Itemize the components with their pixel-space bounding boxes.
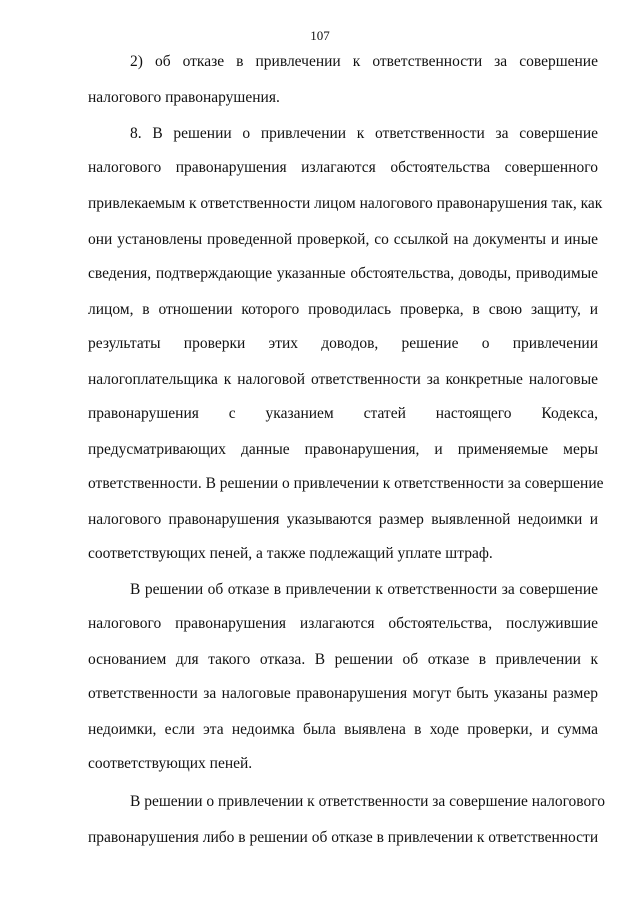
text-line: основанием для такого отказа. В решении об отказе в привлечении к: [88, 651, 598, 668]
text-line: В решении о привлечении к ответственности за совершение налогового: [130, 793, 605, 810]
text-line: ответственности за налоговые правонарушения могут быть указаны размер: [88, 685, 598, 702]
text-line: налогового правонарушения указываются размер выявленной недоимки и: [88, 511, 598, 528]
text-line: лицом, в отношении которого проводилась проверка, в свою защиту, и: [88, 301, 598, 318]
text-line: соответствующих пеней.: [88, 755, 253, 772]
text-line: ответственности. В решении о привлечении к ответственности за совершение: [88, 475, 604, 492]
page-number: 107: [310, 28, 330, 43]
text-line: результаты проверки этих доводов, решение о привлечении: [88, 335, 598, 352]
text-line: предусматривающих данные правонарушения, и применяемые меры: [88, 441, 598, 458]
text-line: 2) об отказе в привлечении к ответственности за совершение: [130, 53, 598, 70]
text-line: соответствующих пеней, а также подлежащий уплате штраф.: [88, 545, 493, 562]
text-line: правонарушения либо в решении об отказе в привлечении к ответственности: [88, 829, 599, 846]
text-line: налогового правонарушения.: [88, 89, 280, 106]
text-line: 8. В решении о привлечении к ответственности за совершение: [130, 125, 598, 142]
text-line: привлекаемым к ответственности лицом налогового правонарушения так, как: [88, 195, 603, 212]
text-line: В решении об отказе в привлечении к ответственности за совершение: [130, 581, 598, 598]
text-line: они установлены проведенной проверкой, со ссылкой на документы и иные: [88, 231, 598, 248]
text-line: налогоплательщика к налоговой ответственности за конкретные налоговые: [88, 371, 598, 388]
text-line: налогового правонарушения излагаются обстоятельства совершенного: [88, 159, 598, 176]
text-line: недоимки, если эта недоимка была выявлена в ходе проверки, и сумма: [88, 721, 598, 738]
text-line: налогового правонарушения излагаются обстоятельства, послужившие: [88, 615, 598, 632]
text-line: правонарушения с указанием статей настоящего Кодекса,: [88, 405, 598, 422]
text-line: сведения, подтверждающие указанные обстоятельства, доводы, приводимые: [88, 265, 598, 282]
